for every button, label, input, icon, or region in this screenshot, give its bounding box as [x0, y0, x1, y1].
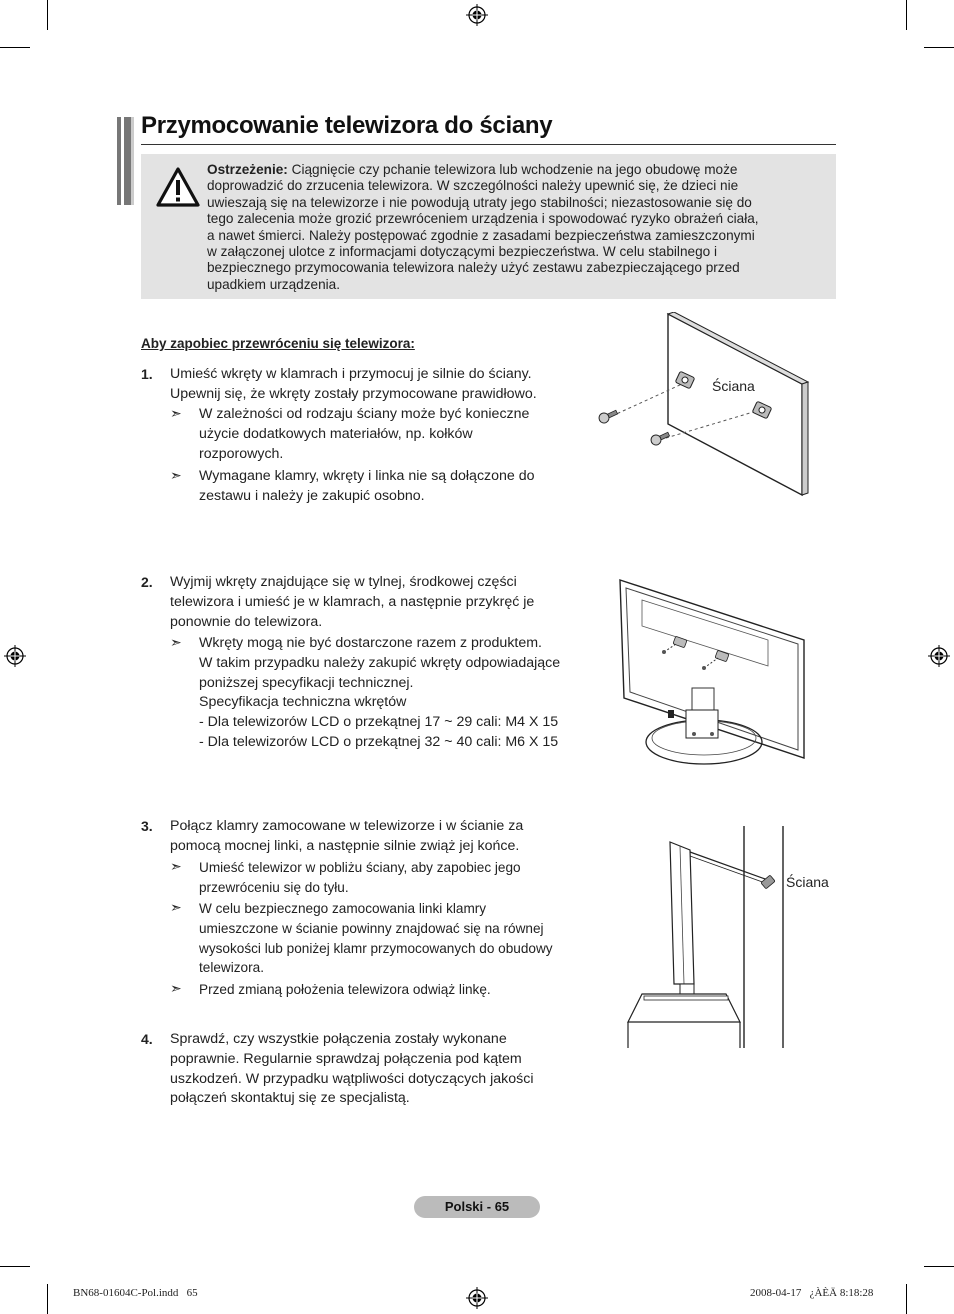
warning-text: [207, 162, 817, 293]
step-text: [170, 817, 590, 857]
warning-line: tego zalecenia może grozić przewróceniem urządzenia i spowodować ryzyko obrażeń ciała,: [207, 211, 759, 227]
page-number-badge: Polski - 65: [414, 1196, 540, 1218]
note-line: Umieść telewizor w pobliżu ściany, aby zapobiec jego: [199, 860, 521, 875]
crop-mark: [924, 47, 954, 48]
step-line: poprawnie. Regularnie sprawdzaj połączenia pod kątem: [170, 1050, 522, 1067]
step-line: Upewnij się, że wkręty zostały przymocowane prawidłowo.: [170, 385, 537, 402]
note-line: rozporowych.: [199, 445, 284, 462]
note-line: użycie dodatkowych materiałów, np. kołków: [199, 425, 473, 442]
warning-line: doprowadzić do zrzucenia telewizora. W szczególności należy upewnić się, że dzieci nie: [207, 178, 739, 194]
section-subheading: Aby zapobiec przewróceniu się telewizora:: [141, 336, 415, 351]
warning-line: upadkiem urządzenia.: [207, 276, 340, 292]
tv-back-figure: [612, 578, 810, 772]
warning-line: Ciągnięcie czy pchanie telewizora lub wchodzenie na jego obudowę może: [287, 162, 738, 177]
registration-mark-icon: [466, 1287, 488, 1309]
step-number: 3.: [141, 818, 153, 834]
warning-line: w załączonej ulotce z informacjami dotyczącymi bezpieczeństwa. W celu stabilnego i: [207, 244, 717, 260]
step-text: [170, 1030, 590, 1109]
warning-label: Ostrzeżenie:: [207, 162, 288, 177]
warning-triangle-icon: [155, 166, 201, 208]
crop-mark: [0, 47, 30, 48]
step-line: Sprawdź, czy wszystkie połączenia zostały wykonane: [170, 1031, 507, 1047]
step-number: 4.: [141, 1031, 153, 1047]
step-text: [170, 573, 590, 632]
crop-mark: [47, 0, 48, 30]
crop-mark: [906, 1284, 907, 1314]
step-line: pomocą mocnej linki, a następnie silnie zwiąż jej końce.: [170, 837, 520, 854]
title-accent-bar: [117, 117, 134, 205]
print-slug-right: 2008-04-17 ¿ÀÈÄ 8:18:28: [750, 1287, 874, 1299]
step-line: Połącz klamry zamocowane w telewizorze i w ścianie za: [170, 818, 524, 834]
title-divider: [141, 144, 836, 145]
note-line: Wymagane klamry, wkręty i linka nie są dołączone do: [199, 468, 535, 484]
note-arrow-icon: ➣: [170, 405, 182, 421]
note-line: Specyfikacja techniczna wkrętów: [199, 694, 407, 711]
registration-mark-icon: [4, 645, 26, 667]
crop-mark: [924, 1266, 954, 1267]
note-line: umieszczone w ścianie powinny znajdować się na równej: [199, 920, 544, 936]
step-line: Wyjmij wkręty znajdujące się w tylnej, środkowej części: [170, 574, 517, 590]
note-line: W zależności od rodzaju ściany może być konieczne: [199, 406, 530, 422]
note-line: Przed zmianą położenia telewizora odwiąż linkę.: [199, 982, 491, 997]
wall-label: Ściana: [712, 378, 755, 394]
step-line: Umieść wkręty w klamrach i przymocuj je silnie do ściany.: [170, 366, 532, 382]
note-line: W celu bezpiecznego zamocowania linki klamry: [199, 901, 487, 916]
note-line: zestawu i należy je zakupić osobno.: [199, 487, 425, 504]
wall-bracket-figure: [590, 312, 810, 497]
step-text: [170, 365, 590, 405]
tv-side-figure: [624, 824, 790, 1050]
crop-mark: [47, 1284, 48, 1314]
note-arrow-icon: ➣: [170, 467, 182, 483]
registration-mark-icon: [466, 4, 488, 26]
step-line: ponownie do telewizora.: [170, 613, 323, 630]
step-line: telewizora i umieść je w klamrach, a następnie przykręć je: [170, 593, 535, 610]
note-arrow-icon: ➣: [170, 980, 182, 996]
note-arrow-icon: ➣: [170, 858, 182, 874]
note-line: W takim przypadku należy zakupić wkręty odpowiadające: [199, 654, 561, 671]
note-line: Wkręty mogą nie być dostarczone razem z produktem.: [199, 635, 543, 651]
page-title: Przymocowanie telewizora do ściany: [141, 112, 553, 139]
note-line: - Dla telewizorów LCD o przekątnej 32 ~ 40 cali: M6 X 15: [199, 733, 559, 750]
note-line: wysokości lub poniżej klamr przymocowanych do obudowy: [199, 940, 553, 956]
note-line: - Dla telewizorów LCD o przekątnej 17 ~ 29 cali: M4 X 15: [199, 714, 559, 731]
crop-mark: [0, 1266, 30, 1267]
warning-line: bezpiecznego przymocowania telewizora należy użyć zestawu zabezpieczającego przed: [207, 260, 740, 276]
warning-line: uwieszają się na telewizorze i nie powodują utraty jego stabilności; niezastosowanie się do: [207, 194, 752, 210]
note-arrow-icon: ➣: [170, 634, 182, 650]
note-line: telewizora.: [199, 960, 264, 976]
note-line: przewróceniu się do tyłu.: [199, 879, 349, 895]
warning-box: [141, 154, 836, 299]
wall-label: Ściana: [786, 874, 829, 890]
step-line: uszkodzeń. W przypadku wątpliwości dotyczących jakości: [170, 1070, 534, 1087]
step-number: 2.: [141, 574, 153, 590]
note-arrow-icon: ➣: [170, 899, 182, 915]
registration-mark-icon: [928, 645, 950, 667]
crop-mark: [906, 0, 907, 30]
step-number: 1.: [141, 366, 153, 382]
note-line: poniższej specyfikacji technicznej.: [199, 674, 414, 691]
step-line: połączeń skontaktuj się ze specjalistą.: [170, 1090, 410, 1107]
print-slug-left: BN68-01604C-Pol.indd 65: [73, 1287, 198, 1299]
warning-line: a nawet śmierci. Należy postępować zgodnie z zasadami bezpieczeństwa zamieszczonymi: [207, 227, 755, 243]
